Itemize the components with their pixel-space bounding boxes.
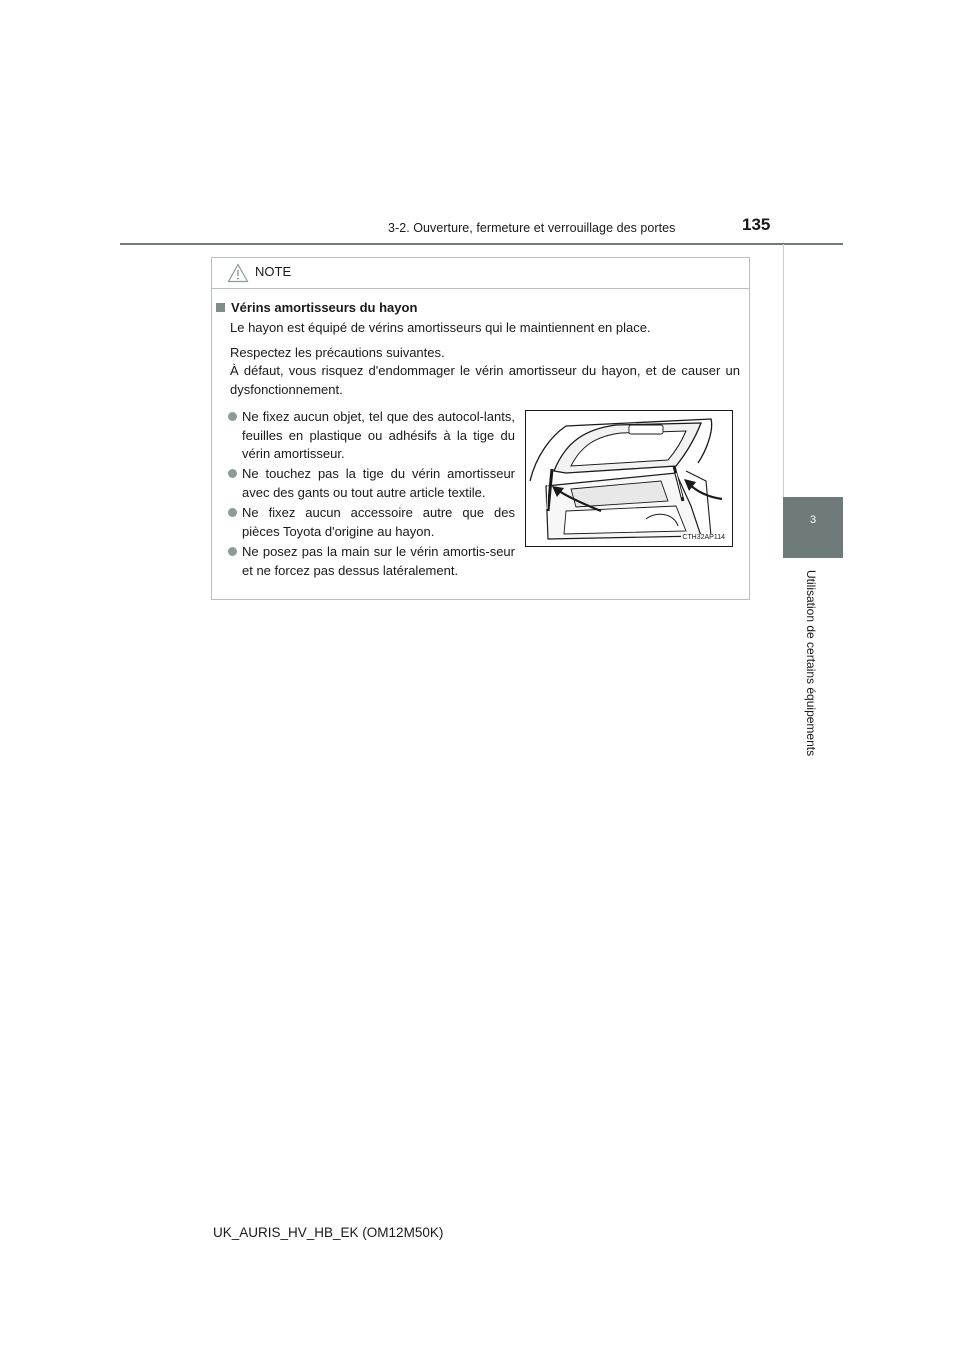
figure-code: CTH32AP114 xyxy=(682,534,725,541)
note-header xyxy=(212,258,749,289)
bullet-item xyxy=(228,465,515,502)
note-label: NOTE xyxy=(255,264,292,279)
page-number: 135 xyxy=(742,215,771,234)
warning-triangle-icon xyxy=(227,263,249,283)
bullet-text: Ne fixez aucun objet, tel que des autocol-lants, feuilles en plastique ou adhésifs à la tige du vérin amortisseur. xyxy=(242,409,515,461)
bullet-item xyxy=(228,543,515,580)
precaution-line: Respectez les précautions suivantes. xyxy=(230,345,445,360)
square-marker-icon xyxy=(216,303,225,312)
tailgate-illustration xyxy=(525,410,733,547)
chapter-title: Utilisation de certains équipements xyxy=(804,570,818,757)
chapter-number: 3 xyxy=(809,514,817,526)
circle-bullet-icon xyxy=(228,469,237,478)
tailgate-drawing xyxy=(526,411,732,546)
chapter-tab xyxy=(783,497,843,558)
bullet-item xyxy=(228,408,515,464)
precaution-paragraph: À défaut, vous risquez d'endommager le vérin amortisseur du hayon, et de causer un dysfonctionnement. xyxy=(230,363,740,397)
bullet-text: Ne touchez pas la tige du vérin amortisseur avec des gants ou tout autre article textile. xyxy=(242,466,515,500)
document-code: UK_AURIS_HV_HB_EK (OM12M50K) xyxy=(213,1225,444,1240)
section-heading-text: Vérins amortisseurs du hayon xyxy=(231,300,418,315)
chapter-side-bar xyxy=(783,244,844,498)
running-header-title: 3-2. Ouverture, fermeture et verrouillage des portes xyxy=(388,221,676,235)
bullet-text: Ne posez pas la main sur le vérin amortis-seur et ne forcez pas dessus latéralement. xyxy=(242,544,515,578)
section-heading xyxy=(216,300,417,315)
circle-bullet-icon xyxy=(228,412,237,421)
circle-bullet-icon xyxy=(228,547,237,556)
bullet-text: Ne fixez aucun accessoire autre que des pièces Toyota d'origine au hayon. xyxy=(242,505,515,539)
header-rule xyxy=(120,243,843,245)
intro-paragraph: Le hayon est équipé de vérins amortisseurs qui le maintiennent en place. xyxy=(230,320,651,335)
circle-bullet-icon xyxy=(228,508,237,517)
bullet-item xyxy=(228,504,515,541)
